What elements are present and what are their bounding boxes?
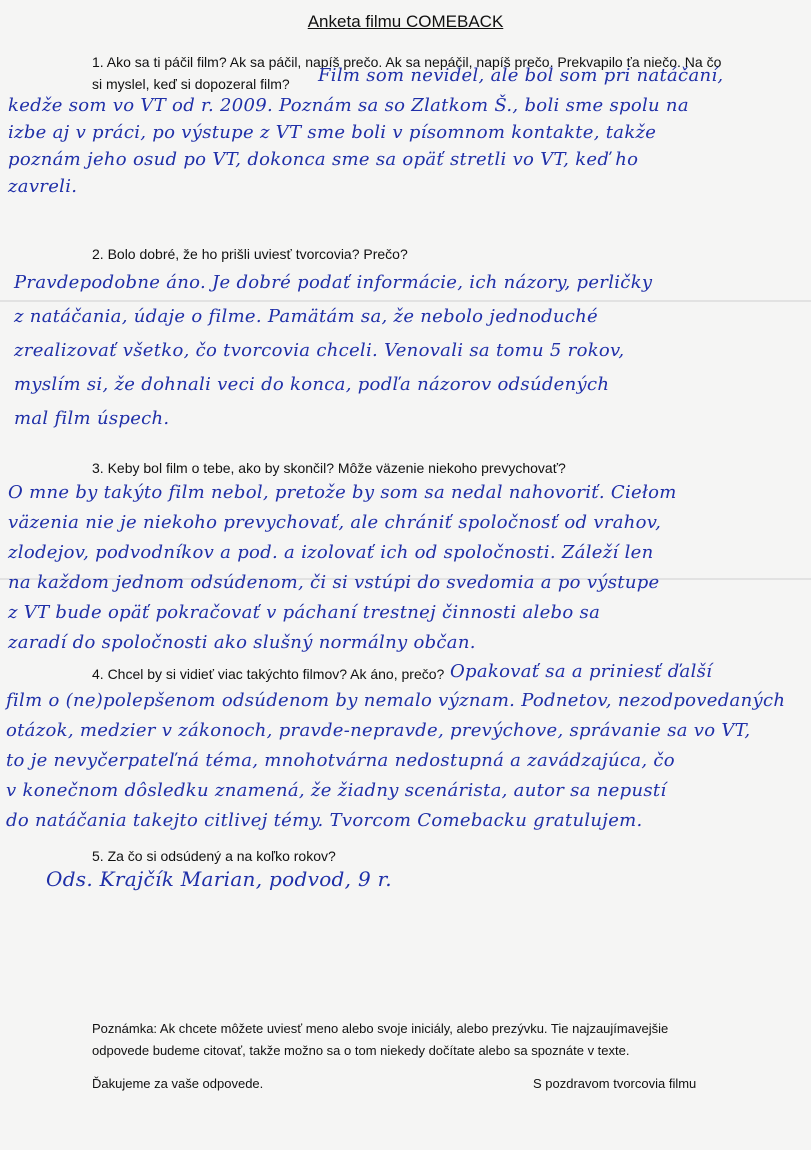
handwritten-line: izbe aj v práci, po výstupe z VT sme boli v písomnom kontakte, takže [8,122,657,143]
answer-2 [14,266,652,436]
handwritten-line: to je nevyčerpateľná téma, mnohotvárna nedostupná a zavádzajúca, čo [6,750,675,771]
handwritten-line: zaradí do spoločnosti ako slušný normálny občan. [8,632,476,653]
handwritten-line: z natáčania, údaje o filme. Pamätám sa, že nebolo jednoduché [14,306,598,327]
handwritten-line: otázok, medzier v zákonoch, pravde-nepravde, prevýchove, správanie sa vo VT, [6,720,751,741]
question-2: 2. Bolo dobré, že ho prišli uviesť tvorcovia? Prečo? [92,246,408,262]
question-1-line2: si myslel, keď si dopozeral film? [92,76,290,92]
handwritten-line: z VT bude opäť pokračovať v páchaní trestnej činnosti alebo sa [8,602,601,623]
handwritten-line: v konečnom dôsledku znamená, že žiadny scenárista, autor sa nepustí [6,780,667,801]
answer-1-first-line: Film som nevidel, ale bol som pri natáčaní, [318,65,724,86]
handwritten-line: zavreli. [8,176,78,197]
answer-5: Ods. Krajčík Marian, podvod, 9 r. [46,867,392,891]
handwritten-line: film o (ne)polepšenom odsúdenom by nemalo význam. Podnetov, nezodpovedaných [6,690,786,711]
answer-3 [8,478,677,658]
answer-1 [8,92,689,200]
handwritten-line: zrealizovať všetko, čo tvorcovia chceli. Venovali sa tomu 5 rokov, [14,340,625,361]
thanks-text: Ďakujeme za vaše odpovede. [92,1076,264,1091]
handwritten-line: zlodejov, podvodníkov a pod. a izolovať ich od spoločnosti. Záleží len [8,542,654,563]
answer-4 [6,686,785,836]
handwritten-line: O mne by takýto film nebol, pretože by som sa nedal nahovoriť. Ciełom [8,482,677,503]
note-line: odpovede budeme citovať, takže možno sa o tom niekedy dočítate alebo sa spoznáte v texte. [92,1043,630,1058]
answer-4-first-line: Opakovať sa a priniesť ďalší [450,661,713,682]
handwritten-line: do natáčania takejto citlivej témy. Tvorcom Comebacku gratulujem. [6,810,643,831]
handwritten-line: mal film úspech. [14,408,170,429]
question-5: 5. Za čo si odsúdený a na koľko rokov? [92,848,336,864]
handwritten-line: myslím si, že dohnali veci do konca, podľa názorov odsúdených [14,374,610,395]
handwritten-line: Pravdepodobne áno. Je dobré podať informácie, ich názory, perličky [14,272,653,293]
note [92,1018,732,1062]
page-title: Anketa filmu COMEBACK [307,12,504,31]
question-4: 4. Chcel by si vidieť viac takýchto filmov? Ak áno, prečo? [92,666,445,682]
handwritten-line: kedže som vo VT od r. 2009. Poznám sa so Zlatkom Š., boli sme spolu na [8,95,689,116]
signature-text: S pozdravom tvorcovia filmu [533,1076,697,1091]
question-3: 3. Keby bol film o tebe, ako by skončil? Môže väzenie niekoho prevychovať? [92,460,566,476]
question-1-line1: 1. Ako sa ti páčil film? Ak sa páčil, napíš prečo. Ak sa nepáčil, napíš prečo. Prekvapilo ťa niečo. Na čo [92,54,722,70]
handwritten-line: poznám jeho osud po VT, dokonca sme sa opäť stretli vo VT, keď ho [8,149,639,170]
note-line: Poznámka: Ak chcete môžete uviesť meno alebo svoje iniciály, alebo prezývku. Tie najzaujímavejšie [92,1021,669,1036]
handwritten-line: väzenia nie je niekoho prevychovať, ale chrániť spoločnosť od vrahov, [8,512,662,533]
handwritten-line: na každom jednom odsúdenom, či si vstúpi do svedomia a po výstupe [8,572,660,593]
